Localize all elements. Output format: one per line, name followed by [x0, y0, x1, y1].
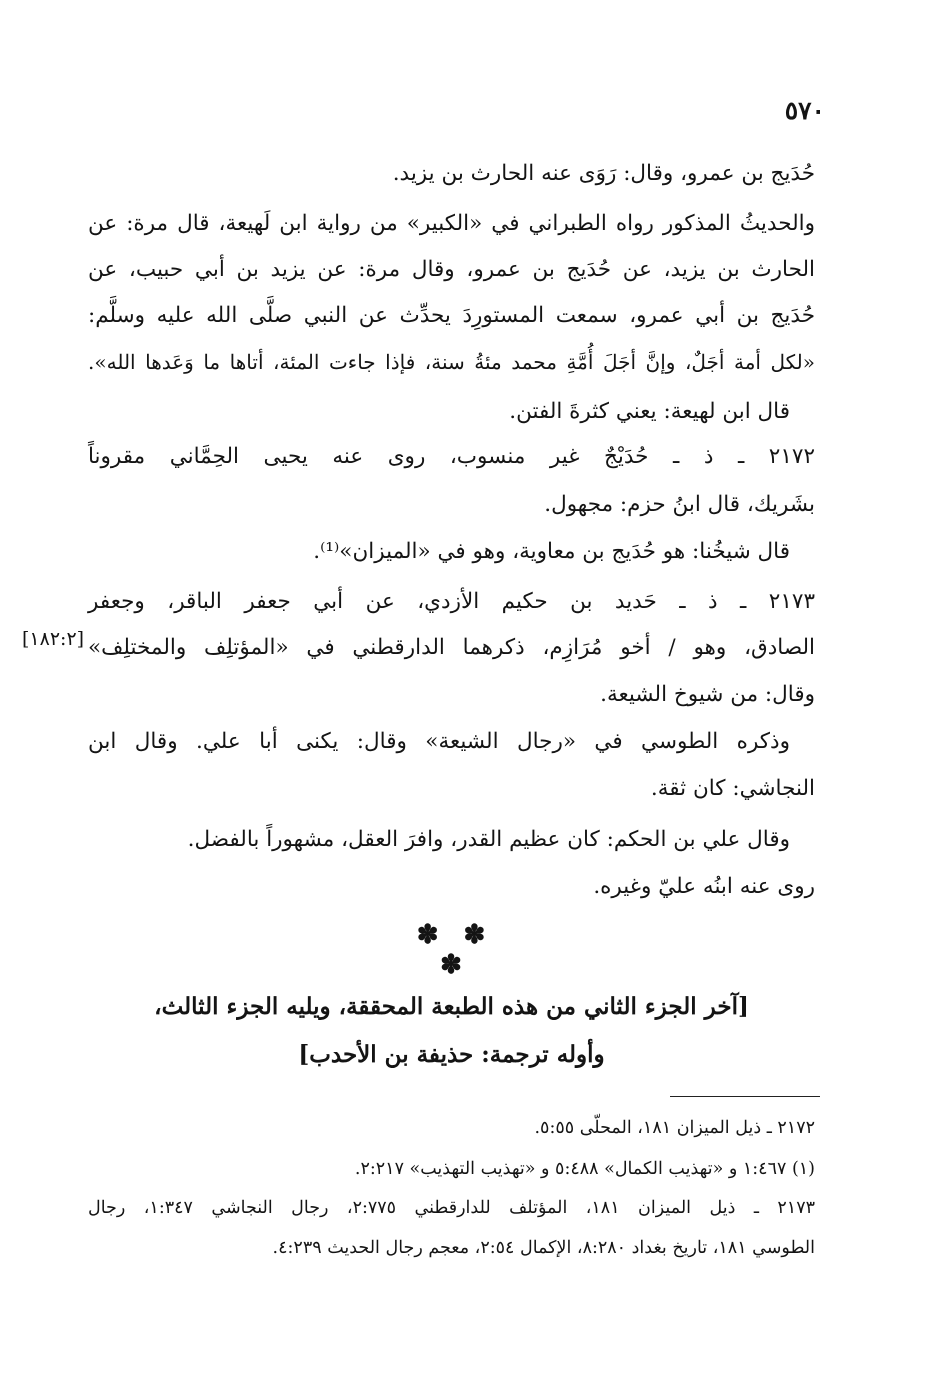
body-line: قال شيخُنا: هو حُدَيج بن معاوية، وهو في «الميزان»⁽¹⁾.: [313, 539, 790, 564]
body-line: الصادق، وهو / أخو مُرَازِم، ذكرهما الدارقطني في «المؤتلِف والمختلِف»: [88, 635, 815, 660]
entry-heading-2172: ٢١٧٢ ـ ذ ـ حُدَيْجٌ غير منسوب، روى عنه يحيى الحِمَّاني مقروناً: [88, 444, 815, 469]
body-line: وقال: من شيوخ الشيعة.: [600, 682, 815, 707]
section-separator: ✽ ✽ ✽: [416, 920, 494, 980]
body-line: النجاشي: كان ثقة.: [650, 776, 815, 801]
body-line: بشَريك، قال ابنُ حزم: مجهول.: [544, 492, 815, 517]
footnote: ٢١٧٢ ـ ذيل الميزان ١٨١، المحلّى ٥:٥٥.: [534, 1118, 815, 1138]
body-line: قال ابن لهيعة: يعني كثرةَ الفتن.: [509, 399, 790, 424]
closing-note-line: [آخر الجزء الثاني من هذه الطبعة المحققة، ويليه الجزء الثالث،: [154, 993, 749, 1020]
margin-reference: [١٨٢:٢]: [22, 628, 85, 650]
body-line: حُدَيج بن أبي عمرو، سمعت المستورِدَ يحدِّث عن النبي صلَّى الله عليه وسلَّم:: [88, 303, 815, 328]
footnote: (١) ١:٤٦٧ و «تهذيب الكمال» ٥:٤٨٨ و «تهذيب التهذيب» ٢:٢١٧.: [354, 1159, 815, 1179]
page-number: ٥٧٠: [784, 96, 825, 125]
footnote-divider: [670, 1096, 820, 1097]
body-line: والحديثُ المذكور رواه الطبراني في «الكبير» من رواية ابن لَهيعة، قال مرة: عن: [88, 211, 815, 236]
body-line: الحارث بن يزيد، عن حُدَيج بن عمرو، وقال مرة: عن يزيد بن أبي حبيب، عن: [88, 257, 815, 282]
closing-note-line: وأوله ترجمة: حذيفة بن الأحدب]: [298, 1041, 605, 1068]
body-line: روى عنه ابنُه عليّ وغيره.: [593, 874, 815, 899]
footnote: ٢١٧٣ ـ ذيل الميزان ١٨١، المؤتلف للدارقطني ٢:٧٧٥، رجال النجاشي ١:٣٤٧، رجال: [88, 1198, 815, 1218]
body-line: حُدَيج بن عمرو، وقال: رَوَى عنه الحارث بن يزيد.: [392, 161, 815, 186]
entry-heading-2173: ٢١٧٣ ـ ذ ـ حَديد بن حكيم الأزدي، عن أبي جعفر الباقر، وجعفر: [88, 589, 815, 614]
body-line: «لكل أمة أجَلٌ، وإنَّ أجَلَ أُمَّةِ محمد مئةُ سنة، فإذا جاءت المئة، أتاها ما وَعَدها الله».: [88, 350, 815, 374]
footnote: الطوسي ١٨١، تاريخ بغداد ٨:٢٨٠، الإكمال ٢:٥٤، معجم رجال الحديث ٤:٢٣٩.: [272, 1238, 815, 1258]
body-line: وقال علي بن الحكم: كان عظيم القدر، وافرَ العقل، مشهوراً بالفضل.: [187, 827, 790, 852]
body-line: وذكره الطوسي في «رجال الشيعة» وقال: يكنى أبا علي. وقال ابن: [88, 729, 790, 754]
